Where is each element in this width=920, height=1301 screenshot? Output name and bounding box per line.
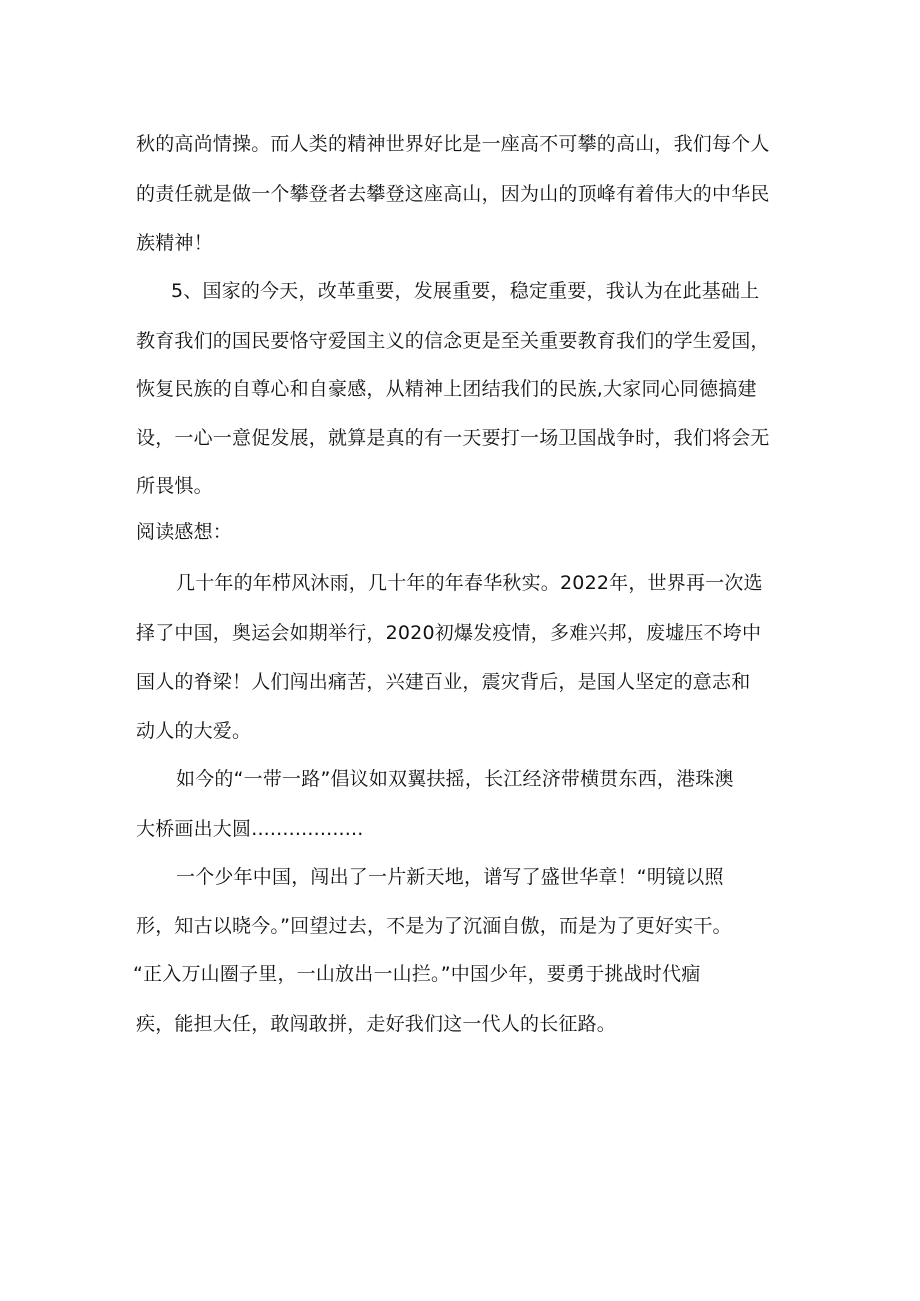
paragraph-2-line-4: 设，一心一意促发展，就算是真的有一天要打一场卫国战争时，我们将会无 xyxy=(136,427,770,449)
paragraph-3-line-1: 几十年的年栉风沐雨，几十年的年春华秋实。2022年，世界再一次选 xyxy=(176,572,763,594)
paragraph-5-line-4: 疾，能担大任，敢闯敢拼，走好我们这一代人的长征路。 xyxy=(136,1013,617,1035)
paragraph-3-line-2: 择了中国，奥运会如期举行，2020初爆发疫情，多难兴邦，废墟压不垮中 xyxy=(136,622,762,644)
paragraph-3-line-3: 国人的脊梁！人们闯出痛苦，兴建百业，震灾背后，是国人坚定的意志和 xyxy=(136,671,751,693)
paragraph-1-line-1: 秋的高尚情操。而人类的精神世界好比是一座高不可攀的高山，我们每个人 xyxy=(136,133,770,155)
paragraph-4-line-1: 如今的“一带一路”倡议如双翼扶摇，长江经济带横贯东西，港珠澳 xyxy=(176,768,734,790)
paragraph-2-line-5: 所畏惧。 xyxy=(136,475,213,497)
paragraph-4-line-2: 大桥画出大圆.................. xyxy=(136,818,364,840)
paragraph-2-line-1: 5、国家的今天，改革重要，发展重要，稳定重要，我认为在此基础上 xyxy=(171,280,760,302)
section-heading: 阅读感想： xyxy=(136,521,233,543)
paragraph-2-line-2: 教育我们的国民要恪守爱国主义的信念更是至关重要教育我们的学生爱国， xyxy=(136,330,770,352)
paragraph-3-line-4: 动人的大爱。 xyxy=(136,720,252,742)
paragraph-5-line-1: 一个少年中国，闯出了一片新天地，谱写了盛世华章！“明镜以照 xyxy=(176,866,724,888)
paragraph-5-line-2: 形，知古以晓今。”回望过去，不是为了沉湎自傲，而是为了更好实干。 xyxy=(136,915,732,937)
paragraph-1-line-3: 族精神！ xyxy=(136,232,213,254)
paragraph-1-line-2: 的责任就是做一个攀登者去攀登这座高山，因为山的顶峰有着伟大的中华民 xyxy=(136,183,770,205)
paragraph-2-line-3: 恢复民族的自尊心和自豪感，从精神上团结我们的民族,大家同心同德搞建 xyxy=(136,378,757,400)
paragraph-5-line-3: “正入万山圈子里，一山放出一山拦。”中国少年，要勇于挑战时代痼 xyxy=(133,963,701,985)
